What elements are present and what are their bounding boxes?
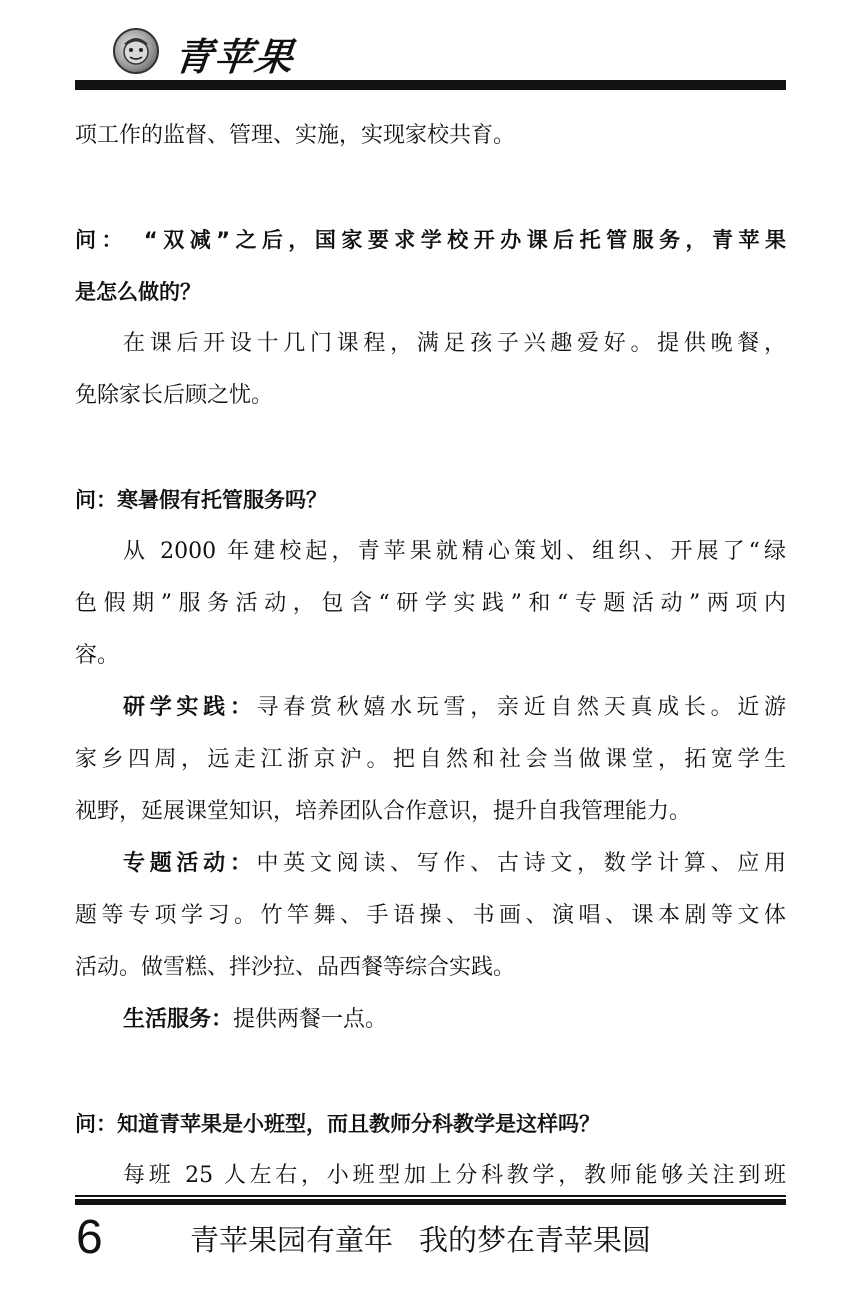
answer-line: 从 2000 年建校起，青苹果就精心策划、组织、开展了“绿 — [123, 539, 786, 564]
life-service-text: 提供两餐一点。 — [233, 1007, 388, 1032]
topic-activity-text: 中英文阅读、写作、古诗文，数学计算、应用 — [256, 851, 786, 876]
page-number: 6 — [76, 1211, 103, 1264]
answer-line: 家乡四周，远走江浙京沪。把自然和社会当做课堂，拓宽学生 — [75, 747, 786, 772]
footer-slogan-2: 我的梦在青苹果圆 — [419, 1223, 652, 1257]
spacer — [75, 422, 786, 474]
life-service-line — [75, 994, 786, 1046]
question-line: 问： “双减”之后，国家要求学校开办课后托管服务，青苹果 — [75, 228, 786, 252]
spacer — [75, 162, 786, 214]
page-header — [75, 22, 786, 92]
footer-rule — [75, 1199, 786, 1205]
answer-line: 题等专项学习。竹竿舞、手语操、书画、演唱、课本剧等文体 — [75, 903, 786, 928]
header-rule — [75, 80, 786, 90]
logo-emblem-icon — [113, 28, 159, 74]
answer-line: 免除家长后顾之忧。 — [75, 383, 274, 408]
brand-logo-text: 青苹果 — [172, 34, 298, 79]
topic-activity-label: 专题活动： — [123, 851, 257, 876]
answer-line: 活动。做雪糕、拌沙拉、品西餐等综合实践。 — [75, 955, 516, 980]
question-line: 是怎么做的？ — [75, 280, 201, 304]
research-practice-text: 寻春赏秋嬉水玩雪，亲近自然天真成长。近游 — [256, 695, 786, 720]
answer-line: 容。 — [75, 643, 120, 668]
topic-activity-line — [75, 838, 786, 890]
footer-rule-thin — [75, 1195, 786, 1197]
answer-line: 视野，延展课堂知识，培养团队合作意识，提升自我管理能力。 — [75, 799, 692, 824]
article-body — [75, 110, 786, 1202]
footer-slogan-1: 青苹果园有童年 — [190, 1223, 394, 1257]
answer-line: 在课后开设十几门课程，满足孩子兴趣爱好。提供晚餐， — [123, 331, 786, 356]
paragraph-line: 项工作的监督、管理、实施，实现家校共育。 — [75, 123, 516, 148]
research-practice-label: 研学实践： — [123, 695, 257, 720]
question-line: 问：知道青苹果是小班型，而且教师分科教学是这样吗？ — [75, 1112, 600, 1136]
footer-slogan — [190, 1220, 651, 1260]
spacer — [75, 1046, 786, 1098]
answer-line: 每班 25 人左右，小班型加上分科教学，教师能够关注到班 — [123, 1163, 786, 1188]
question-line: 问：寒暑假有托管服务吗？ — [75, 488, 327, 512]
answer-line: 色假期”服务活动，包含“研学实践”和“专题活动”两项内 — [75, 591, 786, 616]
life-service-label: 生活服务： — [123, 1007, 234, 1032]
research-practice-line — [75, 682, 786, 734]
